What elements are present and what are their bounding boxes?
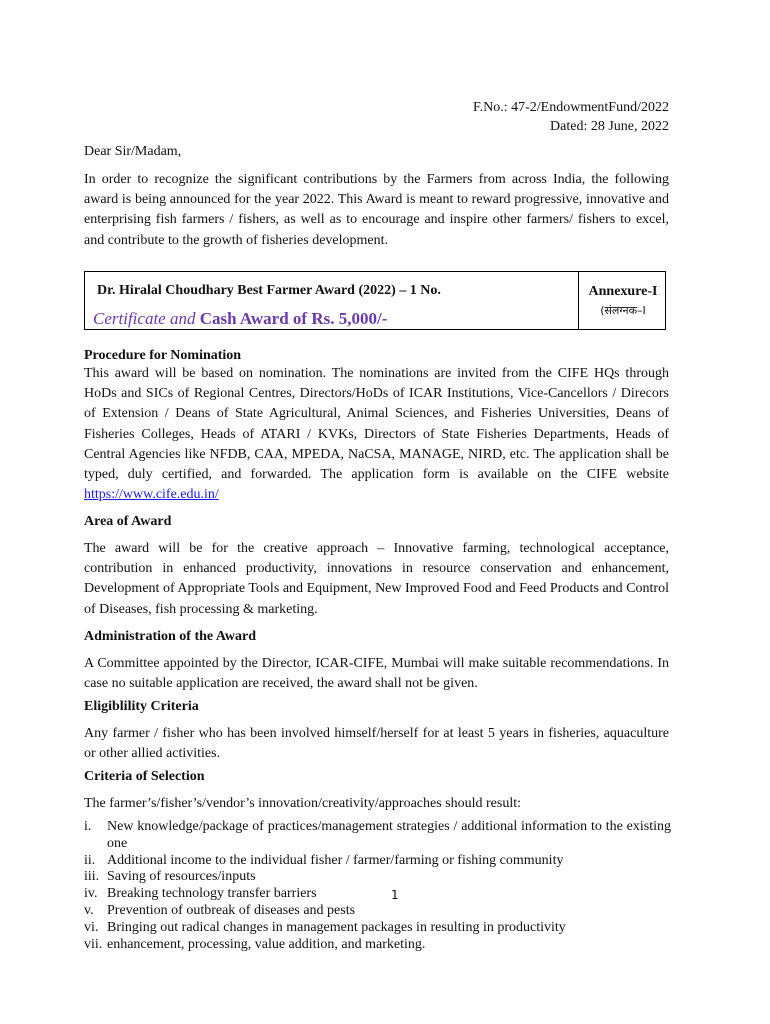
procedure-text: This award will be based on nomination. The nominations are invited from the CIFE HQs through HoDs and SICs of Regional Centres, Directors/HoDs of ICAR Institutions, Vice-Cancellors / Direcors of Extension / Deans of State Agricultural, Animal Sciences, and Fisheries Universities, Deans of Fisheries Colleges, Heads of ATARI / KVKs, Directors of State Fisheries Departments, Heads of Central Agencies like NFDB, CAA, MPEDA, NaCSA, MANAGE, NIRD, etc. The application shall be typed, duly certified, and forwarded. The application form is available on the CIFE website [84, 366, 669, 483]
administration-paragraph: A Committee appointed by the Director, ICAR-CIFE, Mumbai will make suitable recommendations. In case no suitable application are received, the award shall not be given. [84, 656, 669, 692]
eligibility-heading: Eligiblility Criteria [84, 699, 199, 714]
procedure-paragraph [84, 364, 669, 505]
criteria-heading: Criteria of Selection [84, 769, 205, 784]
list-item [84, 937, 671, 954]
intro-paragraph: In order to recognize the significant contributions by the Farmers from across India, the following award is being announced for the year 2022. This Award is meant to reward progressive, innovative and enterprising fish farmers / fishers, as well as to encourage and inspire other farmers/ fishers to excel, and contribute to the growth of fisheries development. [84, 172, 669, 248]
list-item-text: enhancement, processing, value addition, and marketing. [107, 936, 426, 952]
salutation: Dear Sir/Madam, [84, 144, 182, 159]
list-item-text: New knowledge/package of practices/management strategies / additional information to the existing one [107, 819, 671, 851]
criteria-list [84, 819, 671, 953]
award-prize [93, 309, 387, 329]
award-box-divider [578, 272, 579, 329]
list-item-text: Additional income to the individual fisher / farmer/farming or fishing community [107, 852, 564, 868]
annexure-label: Annexure-I [588, 284, 658, 299]
area-paragraph: The award will be for the creative approach – Innovative farming, technological acceptance, contribution in enhanced productivity, innovations in resource conservation and enhancement, Development of Appropriate Tools and Equipment, New Improved Food and Feed Products and Control of Diseases, fish processing & marketing. [84, 541, 669, 617]
procedure-heading: Procedure for Nomination [84, 348, 242, 363]
file-number: F.No.: 47-2/EndowmentFund/2022 [472, 100, 669, 115]
list-item [84, 920, 671, 937]
award-prize-certificate: Certificate and [93, 309, 196, 328]
list-item-text: Breaking technology transfer barriers [107, 886, 317, 902]
list-item [84, 869, 671, 886]
list-item-number: iii. [84, 869, 100, 885]
list-item-text: Prevention of outbreak of diseases and pests [107, 902, 356, 918]
award-title: Dr. Hiralal Choudhary Best Farmer Award (2022) – 1 No. [97, 283, 441, 298]
list-item-text: Bringing out radical changes in management packages in resulting in productivity [107, 919, 566, 935]
award-prize-cash: Cash Award of Rs. 5,000/- [195, 309, 388, 328]
list-item-number: iv. [84, 886, 98, 902]
cife-website-link[interactable]: https://www.cife.edu.in/ [84, 487, 219, 503]
eligibility-paragraph: Any farmer / fisher who has been involved himself/herself for at least 5 years in fisheries, aquaculture or other allied activities. [84, 726, 669, 762]
administration-heading: Administration of the Award [84, 629, 257, 644]
list-item [84, 819, 671, 853]
list-item-number: vi. [84, 919, 99, 935]
list-item-number: ii. [84, 852, 96, 868]
list-item [84, 886, 671, 903]
area-heading: Area of Award [84, 514, 172, 529]
list-item-text: Saving of resources/inputs [107, 869, 256, 885]
award-box [84, 271, 666, 330]
list-item-number: i. [84, 819, 92, 834]
page-number: 1 [391, 888, 399, 902]
date-line: Dated: 28 June, 2022 [550, 119, 669, 134]
list-item-number: vii. [84, 936, 103, 952]
annexure-hindi-label: (संलग्नक–I [600, 304, 646, 317]
criteria-intro: The farmer’s/fisher’s/vendor’s innovation/creativity/approaches should result: [84, 796, 521, 811]
list-item [84, 903, 671, 920]
list-item [84, 853, 671, 870]
list-item-number: v. [84, 902, 94, 918]
